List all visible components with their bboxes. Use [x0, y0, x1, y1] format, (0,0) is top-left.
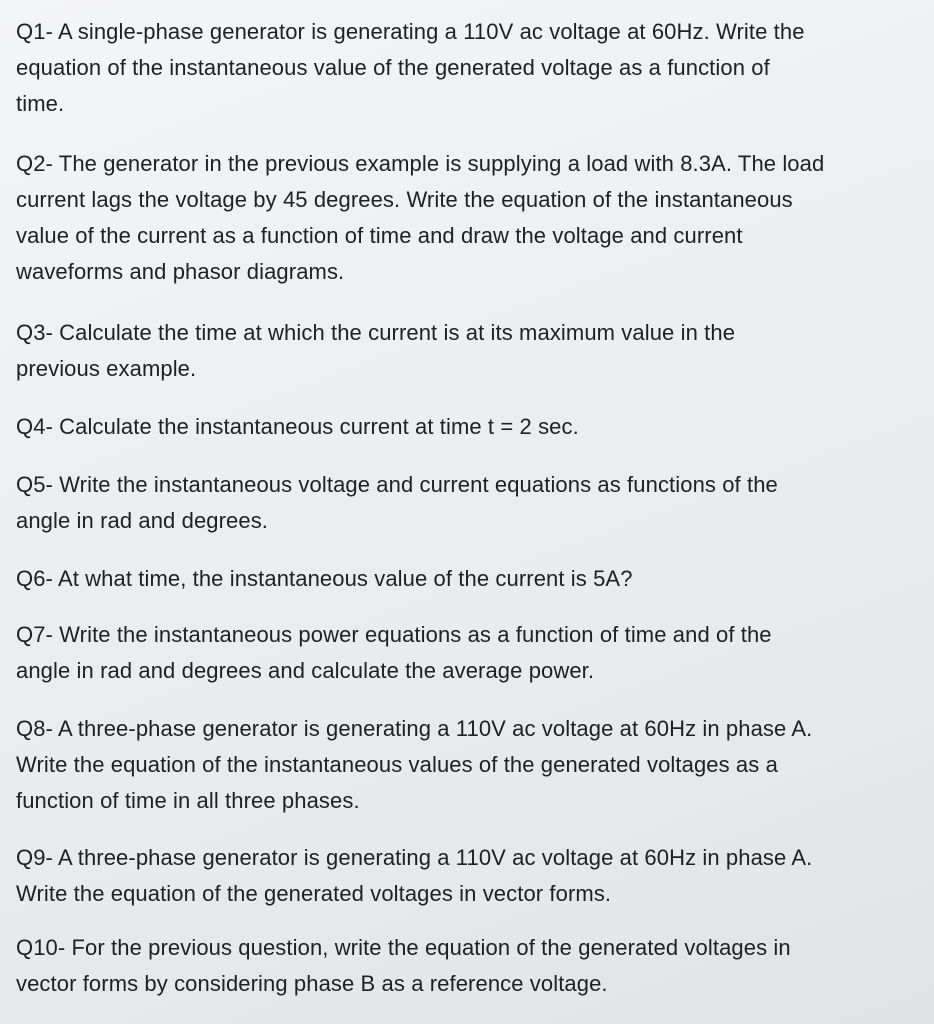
question-line: Q3- Calculate the time at which the current is at its maximum value in the	[16, 320, 736, 345]
question-q10	[16, 930, 916, 1002]
question-q2	[16, 146, 916, 290]
question-line: current lags the voltage by 45 degrees. Write the equation of the instantaneous	[16, 187, 793, 212]
question-line: angle in rad and degrees.	[16, 508, 269, 533]
question-q6	[16, 561, 916, 597]
question-q4	[16, 409, 916, 445]
question-line: function of time in all three phases.	[16, 788, 360, 813]
question-line: time.	[16, 91, 65, 116]
question-line: Q10- For the previous question, write the equation of the generated voltages in	[16, 935, 791, 960]
question-line: previous example.	[16, 356, 197, 381]
question-line: Q8- A three-phase generator is generating a 110V ac voltage at 60Hz in phase A.	[16, 716, 813, 741]
question-q1	[16, 14, 916, 122]
question-line: equation of the instantaneous value of the generated voltage as a function of	[16, 55, 770, 80]
question-line: Q4- Calculate the instantaneous current at time t = 2 sec.	[16, 414, 579, 439]
question-line: Q9- A three-phase generator is generating a 110V ac voltage at 60Hz in phase A.	[16, 845, 813, 870]
question-line: angle in rad and degrees and calculate the average power.	[16, 658, 595, 683]
question-line: Q2- The generator in the previous example is supplying a load with 8.3A. The load	[16, 151, 825, 176]
question-q3	[16, 315, 916, 387]
question-line: Write the equation of the instantaneous values of the generated voltages as a	[16, 752, 778, 777]
question-line: Q7- Write the instantaneous power equations as a function of time and of the	[16, 622, 772, 647]
question-line: value of the current as a function of time and draw the voltage and current	[16, 223, 743, 248]
question-line: Q1- A single-phase generator is generating a 110V ac voltage at 60Hz. Write the	[16, 19, 805, 44]
question-q9	[16, 840, 916, 912]
question-line: Q6- At what time, the instantaneous value of the current is 5A?	[16, 566, 633, 591]
question-q8	[16, 711, 916, 819]
question-line: waveforms and phasor diagrams.	[16, 259, 345, 284]
question-line: Q5- Write the instantaneous voltage and current equations as functions of the	[16, 472, 778, 497]
question-q5	[16, 467, 916, 539]
question-line: Write the equation of the generated voltages in vector forms.	[16, 881, 612, 906]
question-q7	[16, 617, 916, 689]
question-line: vector forms by considering phase B as a reference voltage.	[16, 971, 608, 996]
